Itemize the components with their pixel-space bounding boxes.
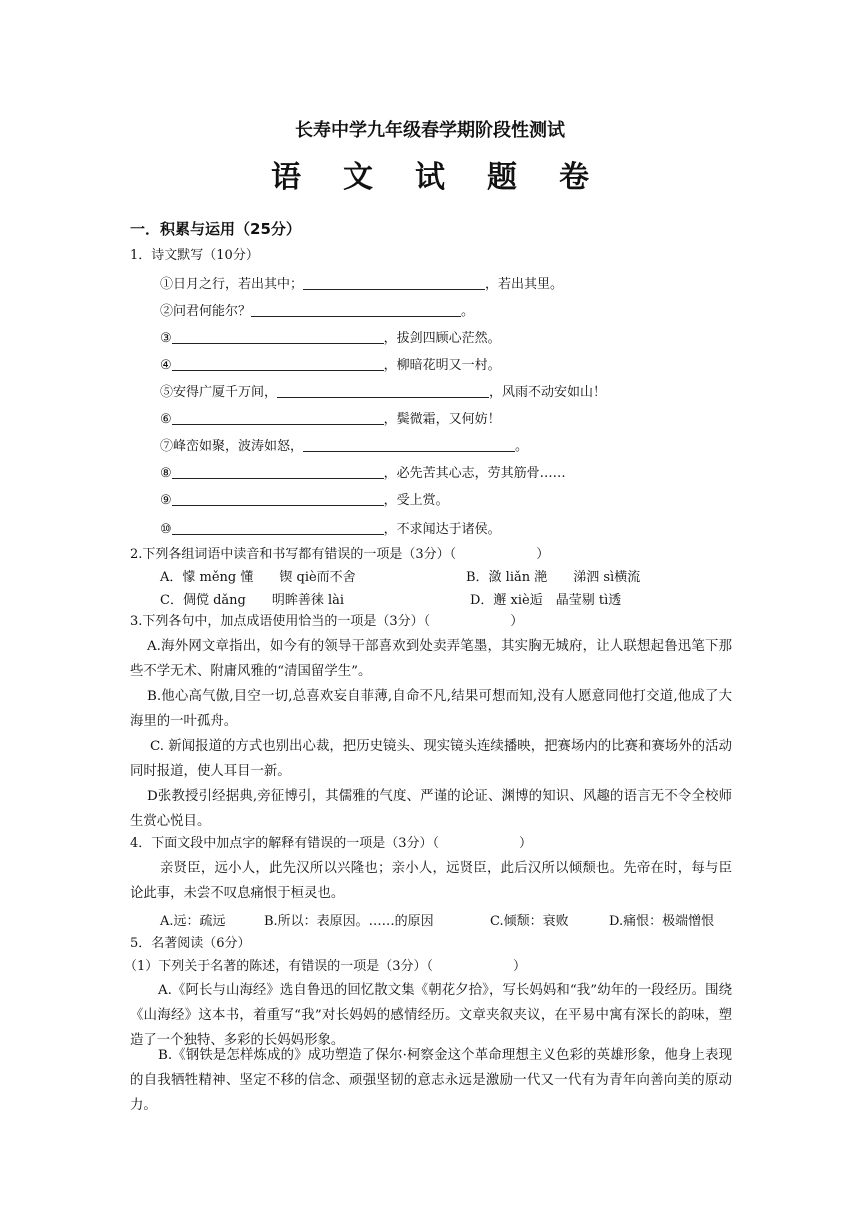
- q5-option-b: B.《钢铁是怎样炼成的》成功塑造了保尔·柯察金这个革命理想主义色彩的英雄形象，他身上表现的自我牺牲精神、坚定不移的信念、顽强坚韧的意志永远是激励一代又一代有为青年向善向美的原动力。: [130, 1048, 732, 1113]
- q2-stem-text: 2.下列各组词语中读音和书写都有错误的一项是（3分）（: [130, 547, 457, 562]
- q1-line-9: [160, 491, 760, 511]
- section-heading: 一．积累与运用（25分）: [130, 220, 301, 238]
- q1-line-3: [160, 329, 760, 349]
- answer-blank-5[interactable]: [277, 383, 489, 398]
- answer-blank-6[interactable]: [172, 410, 384, 425]
- q3-option-c: C. 新闻报道的方式也别出心裁，把历史镜头、现实镜头连续播映，把赛场内的比赛和赛场外的活动同时报道，使人耳目一新。: [130, 739, 732, 779]
- q1-line-7-post: 。: [515, 439, 529, 454]
- q3-option-d: D张教授引经据典,旁征博引，其儒雅的气度、严谨的论证、渊博的知识、风趣的语言无不令全校师生赏心悦目。: [130, 789, 732, 829]
- q1-line-4-post: ，柳暗花明又一村。: [383, 358, 501, 373]
- q4-option-a: A.远：疏远: [160, 914, 226, 929]
- q4-option-c: C.倾颓：衰败: [490, 914, 569, 929]
- q1-line-2-pre: ②问君何能尔？: [160, 304, 252, 319]
- q2-option-d: D．邂 xiè逅 晶莹剔 tì透: [470, 593, 622, 608]
- q3-stem-end: ）: [510, 614, 524, 629]
- q5-sub1: [124, 957, 724, 977]
- q1-line-2-post: 。: [461, 304, 475, 319]
- q2-option-c: C．倜傥 dǎng 明眸善徕 lài: [160, 593, 345, 608]
- q3-stem-text: 3.下列各句中，加点成语使用恰当的一项是（3分）（: [130, 614, 431, 629]
- q1-line-6-post: ，鬓微霜，又何妨！: [383, 412, 501, 427]
- q1-line-5-post: ，风雨不动安如山！: [489, 385, 607, 400]
- q1-line-7: [160, 437, 760, 457]
- q4-stem: [130, 834, 730, 854]
- q4-stem-text: 4．下面文段中加点字的解释有错误的一项是（3分）（: [130, 836, 440, 851]
- q4-option-b: B.所以：表原因。……的原因: [264, 914, 434, 929]
- q1-line-5-pre: ⑤安得广厦千万间，: [160, 385, 278, 400]
- answer-blank-4[interactable]: [172, 356, 384, 371]
- q5-sub1-end: ）: [513, 959, 527, 974]
- q1-line-8-pre: ⑧: [160, 466, 172, 481]
- q1-line-8-post: ，必先苦其心志，劳其筋骨……: [383, 466, 566, 481]
- q1-line-9-post: ，受上赏。: [383, 493, 449, 508]
- q1-line-7-pre: ⑦峰峦如聚，波涛如怒，: [160, 439, 304, 454]
- q4-stem-end: ）: [519, 836, 533, 851]
- q5-option-a: A.《阿长与山海经》选自鲁迅的回忆散文集《朝花夕拾》，写长妈妈和“我”幼年的一段经历。围绕《山海经》这本书，着重写“我”对长妈妈的感情经历。文章夹叙夹议，在平易中寓有深长的韵味，塑造了一个独特、多彩的长妈妈形象。: [130, 983, 732, 1048]
- q1-line-6-pre: ⑥: [160, 412, 172, 427]
- q4-option-d: D.痛恨：极端憎恨: [609, 914, 715, 929]
- q1-line-1-post: ，若出其里。: [485, 277, 564, 292]
- q1-line-6: [160, 410, 760, 430]
- q1-line-5: [160, 383, 760, 403]
- answer-blank-7[interactable]: [303, 437, 515, 452]
- q1-line-4: [160, 356, 760, 376]
- answer-blank-1[interactable]: [303, 275, 485, 290]
- q2-option-b: B．潋 liǎn 滟 涕泗 sì横流: [466, 570, 641, 585]
- answer-blank-10[interactable]: [172, 520, 384, 535]
- q2-stem: [130, 545, 730, 565]
- q4-passage: 亲贤臣，远小人，此先汉所以兴隆也；亲小人，远贤臣，此后汉所以倾颓也。先帝在时，每与臣论此事，未尝不叹息痛恨于桓灵也。: [130, 861, 732, 901]
- q1-line-9-pre: ⑨: [160, 493, 172, 508]
- answer-blank-3[interactable]: [172, 329, 384, 344]
- q3-option-b: B.他心高气傲,目空一切,总喜欢妄自菲薄,自命不凡,结果可想而知,没有人愿意同他打交道,他成了大海里的一叶孤舟。: [130, 689, 732, 729]
- q3-stem: [130, 612, 730, 632]
- q1-line-10: [160, 520, 760, 540]
- q1-line-4-pre: ④: [160, 358, 172, 373]
- exam-title: 语文试题卷: [271, 160, 631, 195]
- answer-blank-9[interactable]: [172, 491, 384, 506]
- q5-stem: 5．名著阅读（6分）: [130, 936, 251, 951]
- answer-blank-8[interactable]: [172, 464, 384, 479]
- q2-stem-end: ）: [536, 547, 550, 562]
- q1-line-8: [160, 464, 760, 484]
- q5-sub1-text: （1）下列关于名著的陈述，有错误的一项是（3分）（: [124, 959, 434, 974]
- answer-blank-2[interactable]: [251, 302, 461, 317]
- q1-line-10-pre: ⑩: [160, 522, 172, 537]
- q1-line-3-pre: ③: [160, 331, 172, 346]
- q2-option-a: A．懞 měng 懂 锲 qiè而不舍: [160, 570, 356, 585]
- q3-option-a: A.海外网文章指出，如今有的领导干部喜欢到处卖弄笔墨，其实胸无城府，让人联想起鲁迅笔下那些不学无术、附庸风雅的“清国留学生”。: [130, 639, 732, 679]
- school-title: 长寿中学九年级春学期阶段性测试: [295, 120, 565, 141]
- q1-line-1: [160, 275, 760, 295]
- q1-line-1-pre: ①日月之行，若出其中；: [160, 277, 304, 292]
- q1-line-10-post: ，不求闻达于诸侯。: [383, 522, 501, 537]
- q1-line-3-post: ，拔剑四顾心茫然。: [383, 331, 501, 346]
- q1-line-2: [160, 302, 760, 322]
- q1-stem: 1．诗文默写（10分）: [130, 248, 259, 263]
